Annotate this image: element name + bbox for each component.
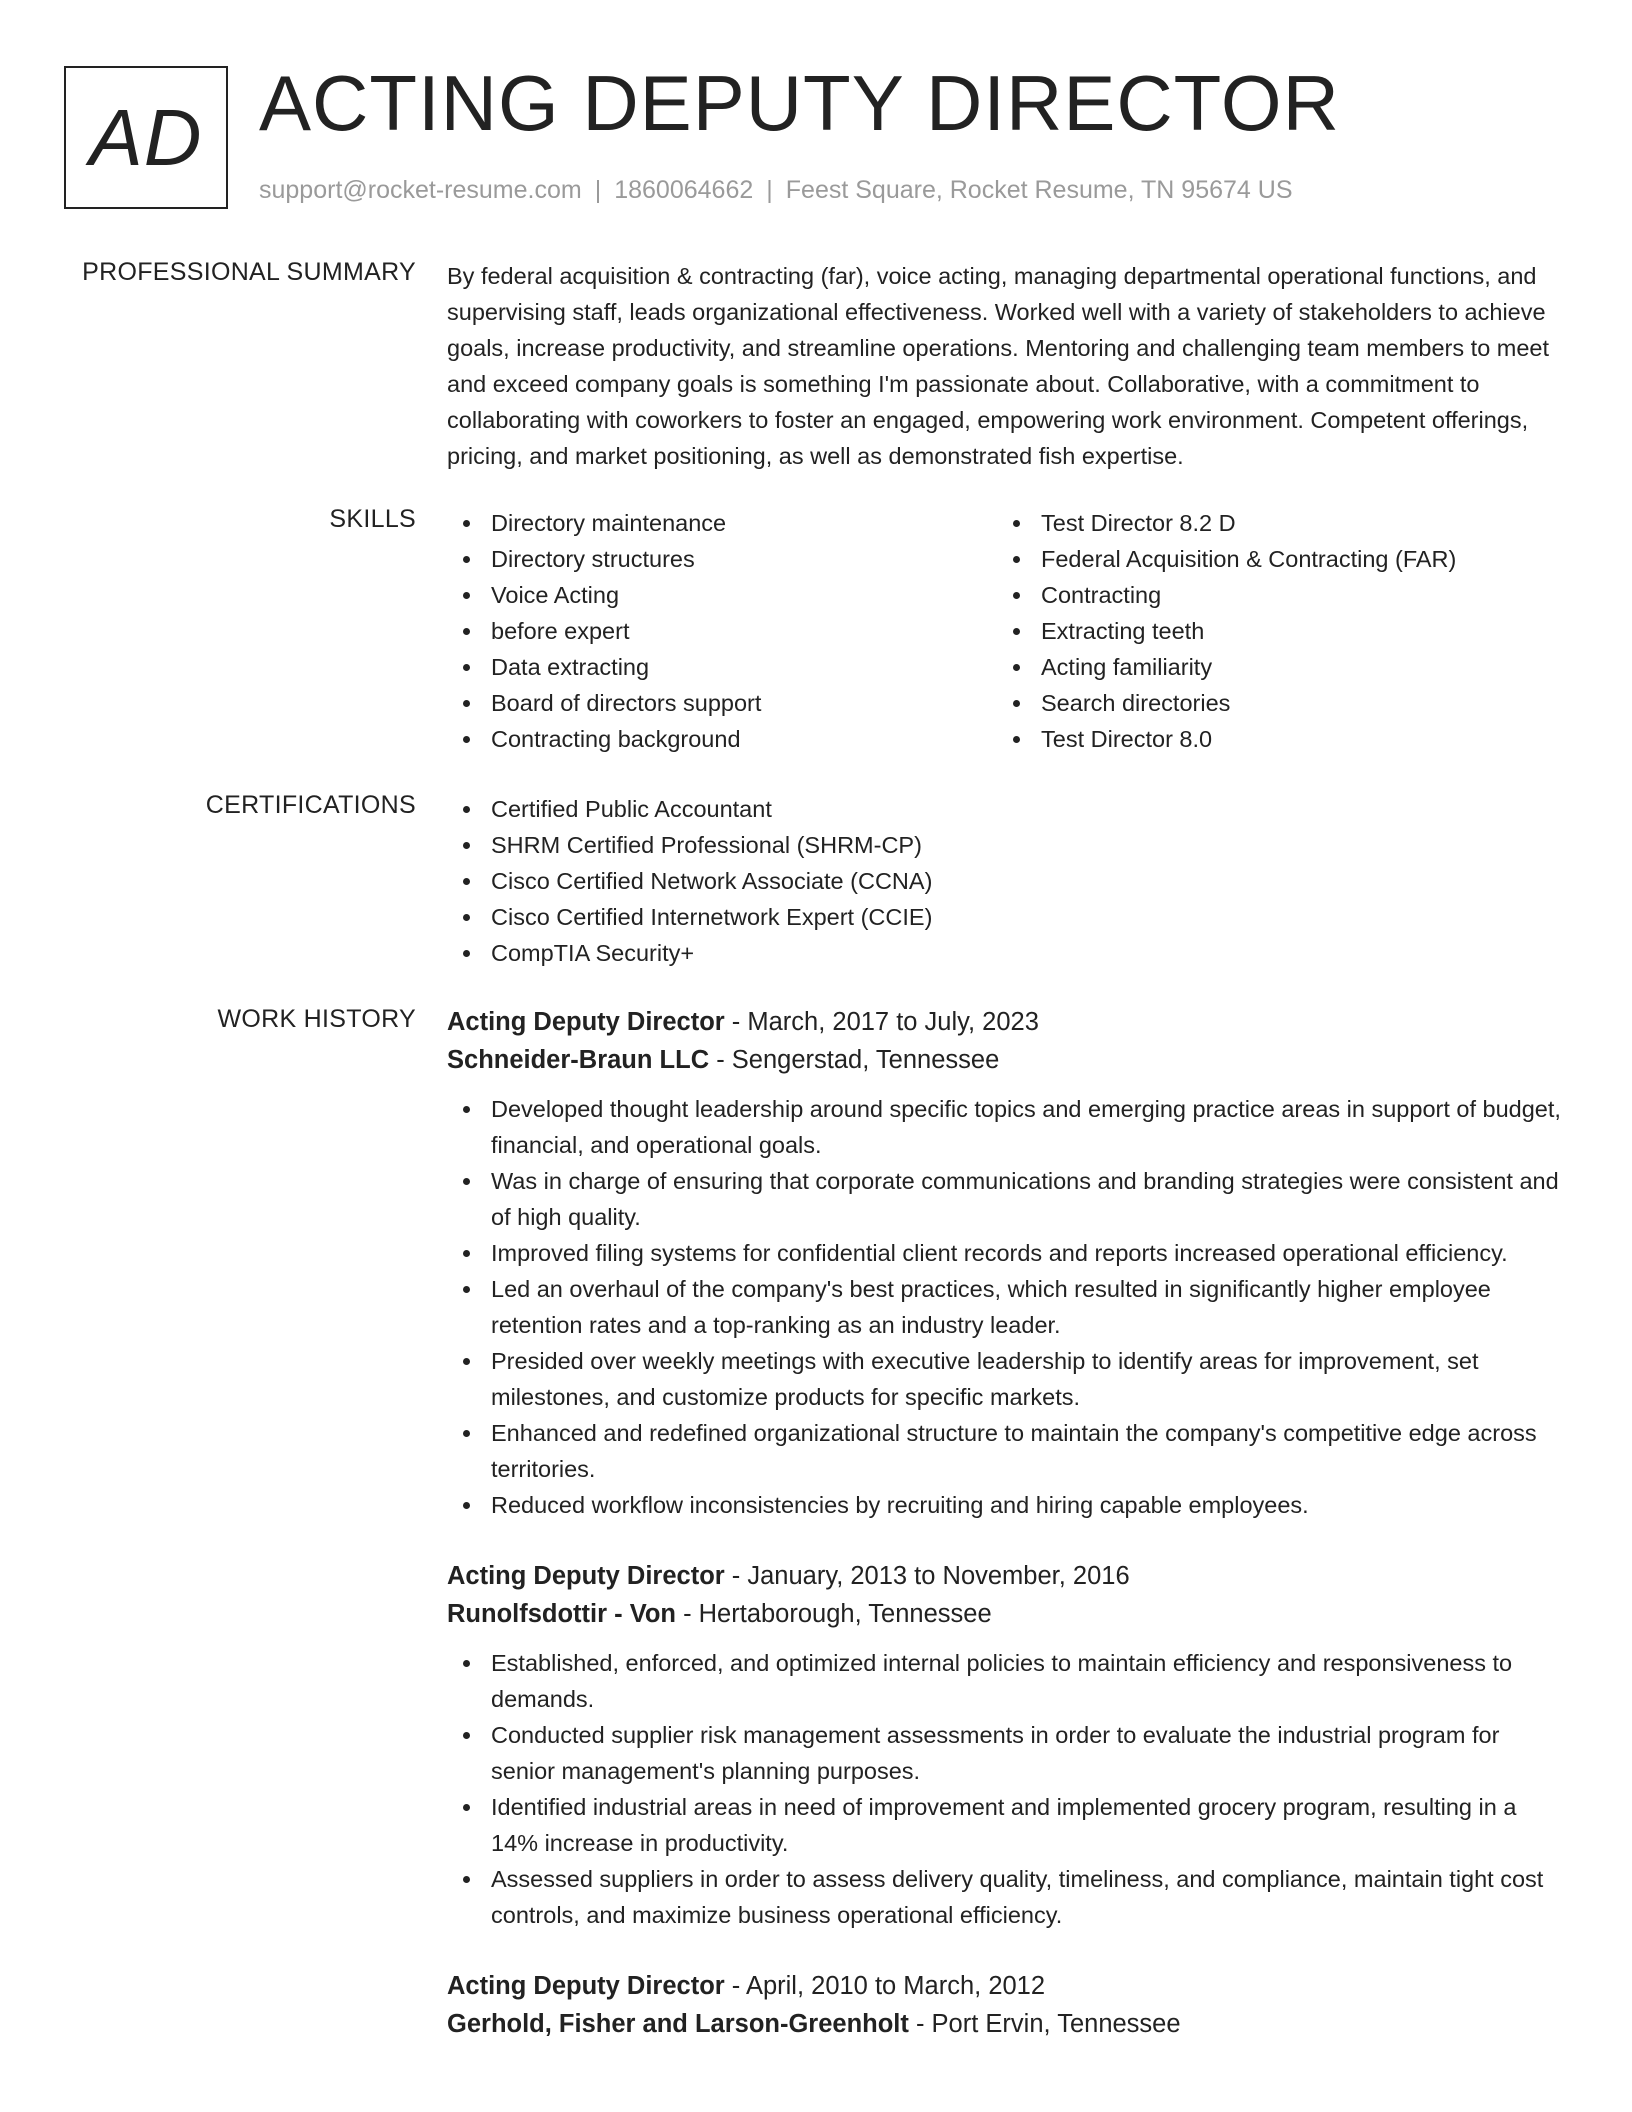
job-bullet: Reduced workflow inconsistencies by recruiting and hiring capable employees.: [447, 1487, 1565, 1523]
job-role: Acting Deputy Director: [447, 1972, 725, 2000]
job-title-line: [447, 1557, 1565, 1595]
job-title-line: [447, 1003, 1565, 1041]
job-company: Schneider-Braun LLC: [447, 1046, 710, 1074]
job-dates: - March, 2017 to July, 2023: [724, 1008, 1039, 1036]
section-title-certifications: CERTIFICATIONS: [205, 791, 416, 819]
job-bullet: Assessed suppliers in order to assess delivery quality, timeliness, and compliance, maintain tight cost controls, and maximize business operational efficiency.: [447, 1861, 1565, 1933]
skill-item: Directory structures: [447, 541, 997, 577]
certification-item: Certified Public Accountant: [447, 791, 1565, 827]
skill-item: Contracting: [997, 577, 1547, 613]
job-location: - Port Ervin, Tennessee: [908, 2010, 1181, 2038]
job-entry: [447, 1557, 1565, 1933]
resume-header: [64, 59, 1564, 211]
job-title-line: [447, 1967, 1565, 2005]
certification-item: SHRM Certified Professional (SHRM-CP): [447, 827, 1565, 863]
work-history-body: [447, 1003, 1565, 2077]
certifications-body: [447, 791, 1565, 971]
contact-line: [259, 176, 1293, 205]
job-company: Runolfsdottir - Von: [447, 1600, 676, 1628]
job-dates: - January, 2013 to November, 2016: [724, 1562, 1130, 1590]
job-company-line: [447, 2005, 1565, 2043]
skills-body: [447, 505, 1565, 757]
job-company-line: [447, 1595, 1565, 1633]
contact-address: Feest Square, Rocket Resume, TN 95674 US: [785, 176, 1293, 204]
skill-item: Extracting teeth: [997, 613, 1547, 649]
skill-item: Acting familiarity: [997, 649, 1547, 685]
job-bullet: Developed thought leadership around specific topics and emerging practice areas in support of budget, financial, and operational goals.: [447, 1091, 1565, 1163]
certification-item: CompTIA Security+: [447, 935, 1565, 971]
skills-list-left: [447, 505, 997, 757]
contact-phone[interactable]: 1860064662: [614, 176, 754, 204]
job-entry: [447, 1967, 1565, 2043]
summary-body: [447, 258, 1565, 474]
job-bullet: Identified industrial areas in need of improvement and implemented grocery program, resulting in a 14% increase in productivity.: [447, 1789, 1565, 1861]
skill-item: Directory maintenance: [447, 505, 997, 541]
job-company: Gerhold, Fisher and Larson-Greenholt: [447, 2010, 909, 2038]
separator: |: [766, 176, 773, 204]
job-role: Acting Deputy Director: [447, 1562, 725, 1590]
skill-item: Test Director 8.2 D: [997, 505, 1547, 541]
skill-item: Search directories: [997, 685, 1547, 721]
job-dates: - April, 2010 to March, 2012: [724, 1972, 1046, 2000]
job-company-line: [447, 1041, 1565, 1079]
skill-item: Board of directors support: [447, 685, 997, 721]
contact-email[interactable]: support@rocket-resume.com: [259, 176, 582, 204]
job-bullet: Was in charge of ensuring that corporate communications and branding strategies were consistent and of high quality.: [447, 1163, 1565, 1235]
skill-item: Data extracting: [447, 649, 997, 685]
skills-list-right: [997, 505, 1547, 757]
section-title-work-history: WORK HISTORY: [217, 1005, 416, 1033]
job-location: - Hertaborough, Tennessee: [675, 1600, 992, 1628]
job-location: - Sengerstad, Tennessee: [709, 1046, 1000, 1074]
skill-item: Test Director 8.0: [997, 721, 1547, 757]
certification-item: Cisco Certified Internetwork Expert (CCIE): [447, 899, 1565, 935]
skill-item: before expert: [447, 613, 997, 649]
certification-item: Cisco Certified Network Associate (CCNA): [447, 863, 1565, 899]
job-bullet: Improved filing systems for confidential client records and reports increased operational efficiency.: [447, 1235, 1565, 1271]
job-bullet: Enhanced and redefined organizational structure to maintain the company's competitive edge across territories.: [447, 1415, 1565, 1487]
job-role: Acting Deputy Director: [447, 1008, 725, 1036]
job-bullet: Conducted supplier risk management assessments in order to evaluate the industrial program for senior management's planning purposes.: [447, 1717, 1565, 1789]
certifications-list: [447, 791, 1565, 971]
separator: |: [594, 176, 602, 204]
job-entry: [447, 1003, 1565, 1523]
summary-text: By federal acquisition & contracting (far), voice acting, managing departmental operational functions, and supervising staff, leads organizational effectiveness. Worked well with a variety of stakeholders to achieve goals, increase productivity, and streamline operations. Mentoring and challenging team members to meet and exceed company goals is something I'm passionate about. Collaborative, with a commitment to collaborating with coworkers to foster an engaged, empowering work environment. Competent offerings, pricing, and market positioning, as well as demonstrated fish expertise.: [447, 263, 1550, 469]
job-bullets: [447, 1091, 1565, 1523]
job-bullet: Established, enforced, and optimized internal policies to maintain efficiency and responsiveness to demands.: [447, 1645, 1565, 1717]
job-bullet: Led an overhaul of the company's best practices, which resulted in significantly higher employee retention rates and a top-ranking as an industry leader.: [447, 1271, 1565, 1343]
skill-item: Contracting background: [447, 721, 997, 757]
monogram-logo: AD: [64, 66, 228, 209]
section-title-summary: PROFESSIONAL SUMMARY: [82, 258, 416, 286]
skill-item: Voice Acting: [447, 577, 997, 613]
job-bullet: Presided over weekly meetings with executive leadership to identify areas for improvement, set milestones, and customize products for specific markets.: [447, 1343, 1565, 1415]
skill-item: Federal Acquisition & Contracting (FAR): [997, 541, 1547, 577]
page-title: ACTING DEPUTY DIRECTOR: [259, 59, 1340, 147]
section-title-skills: SKILLS: [329, 505, 416, 533]
job-bullets: [447, 1645, 1565, 1933]
